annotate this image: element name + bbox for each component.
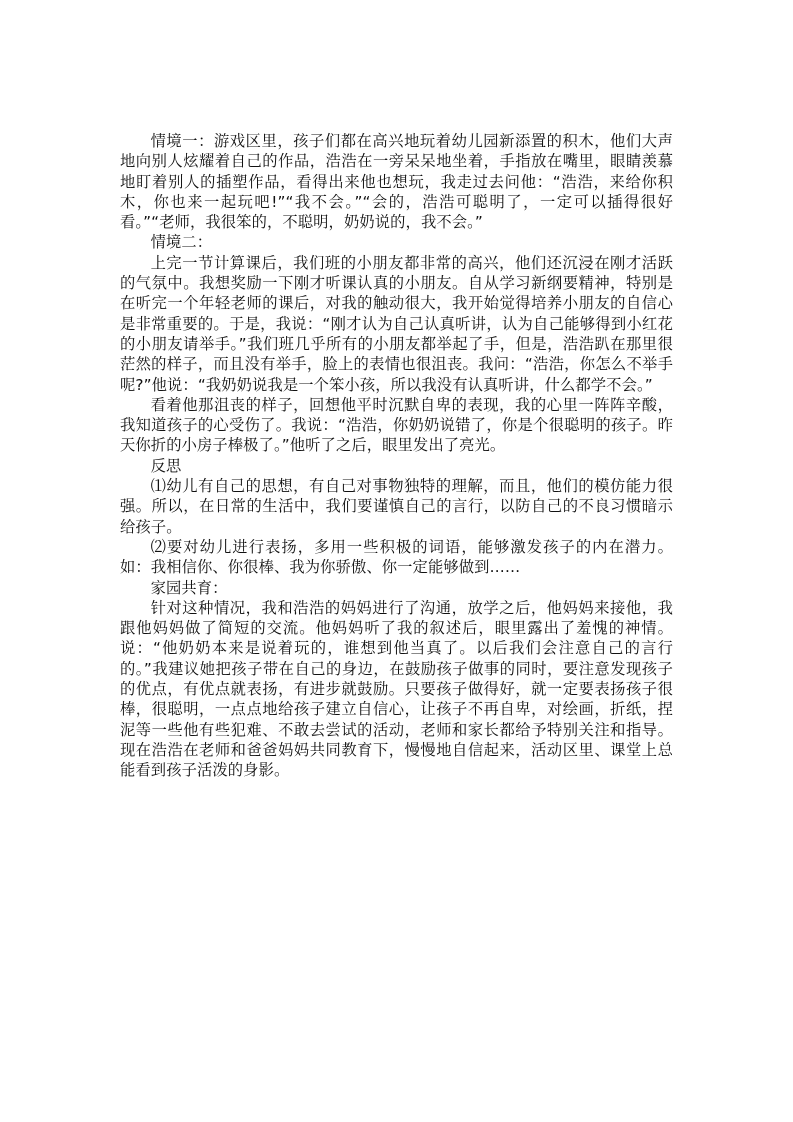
paragraph-scenario-two-response: 看着他那沮丧的样子，回想他平时沉默自卑的表现，我的心里一阵阵辛酸，我知道孩子的心受伤了。我说：“浩浩，你奶奶说错了，你是个很聪明的孩子。昨天你折的小房子棒极了。”他听了之后，眼里发出了亮光。 xyxy=(120,395,673,455)
paragraph-scenario-one: 情境一：游戏区里，孩子们都在高兴地玩着幼儿园新添置的积木，他们大声地向别人炫耀着自己的作品，浩浩在一旁呆呆地坐着，手指放在嘴里，眼睛羡慕地盯着别人的插塑作品，看得出来他也想玩，我走过去问他：“浩浩，来给你积木，你也来一起玩吧!”“我不会。”“会的，浩浩可聪明了，一定可以插得很好看。”“老师，我很笨的，不聪明，奶奶说的，我不会。” xyxy=(120,132,673,232)
paragraph-reflection-two: ⑵要对幼儿进行表扬，多用一些积极的词语，能够激发孩子的内在潜力。如：我相信你、你很棒、我为你骄傲、你一定能够做到…… xyxy=(120,537,673,577)
document-body xyxy=(120,131,673,781)
heading-scenario-two: 情境二： xyxy=(150,233,213,252)
heading-reflection: 反思 xyxy=(150,456,182,475)
heading-home-school: 家园共育： xyxy=(150,578,228,597)
paragraph-home-school: 针对这种情况，我和浩浩的妈妈进行了沟通，放学之后，他妈妈来接他，我跟他妈妈做了简短的交流。他妈妈听了我的叙述后，眼里露出了羞愧的神情。说：“他奶奶本来是说着玩的，谁想到他当真了。以后我们会注意自己的言行的。”我建议她把孩子带在自己的身边，在鼓励孩子做事的同时，要注意发现孩子的优点，有优点就表扬，有进步就鼓励。只要孩子做得好，就一定要表扬孩子很棒，很聪明，一点点地给孩子建立自信心，让孩子不再自卑，对绘画，折纸，捏泥等一些他有些犯难、不敢去尝试的活动，老师和家长都给予特别关注和指导。现在浩浩在老师和爸爸妈妈共同教育下，慢慢地自信起来，活动区里、课堂上总能看到孩子活泼的身影。 xyxy=(120,598,673,780)
paragraph-reflection-one: ⑴幼儿有自己的思想，有自己对事物独特的理解，而且，他们的模仿能力很强。所以，在日常的生活中，我们要谨慎自己的言行，以防自己的不良习惯暗示给孩子。 xyxy=(120,477,673,536)
paragraph-scenario-two-story: 上完一节计算课后，我们班的小朋友都非常的高兴，他们还沉浸在刚才活跃的气氛中。我想奖励一下刚才听课认真的小朋友。自从学习新纲要精神，特别是在听完一个年轻老师的课后，对我的触动很大，我开始觉得培养小朋友的自信心是非常重要的。于是，我说：“刚才认为自己认真听讲，认为自己能够得到小红花的小朋友请举手。”我们班几乎所有的小朋友都举起了手，但是，浩浩趴在那里很茫然的样子，而且没有举手，脸上的表情也很沮丧。我问：“浩浩，你怎么不举手呢?”他说：“我奶奶说我是一个笨小孩，所以我没有认真听讲，什么都学不会。” xyxy=(120,253,673,394)
